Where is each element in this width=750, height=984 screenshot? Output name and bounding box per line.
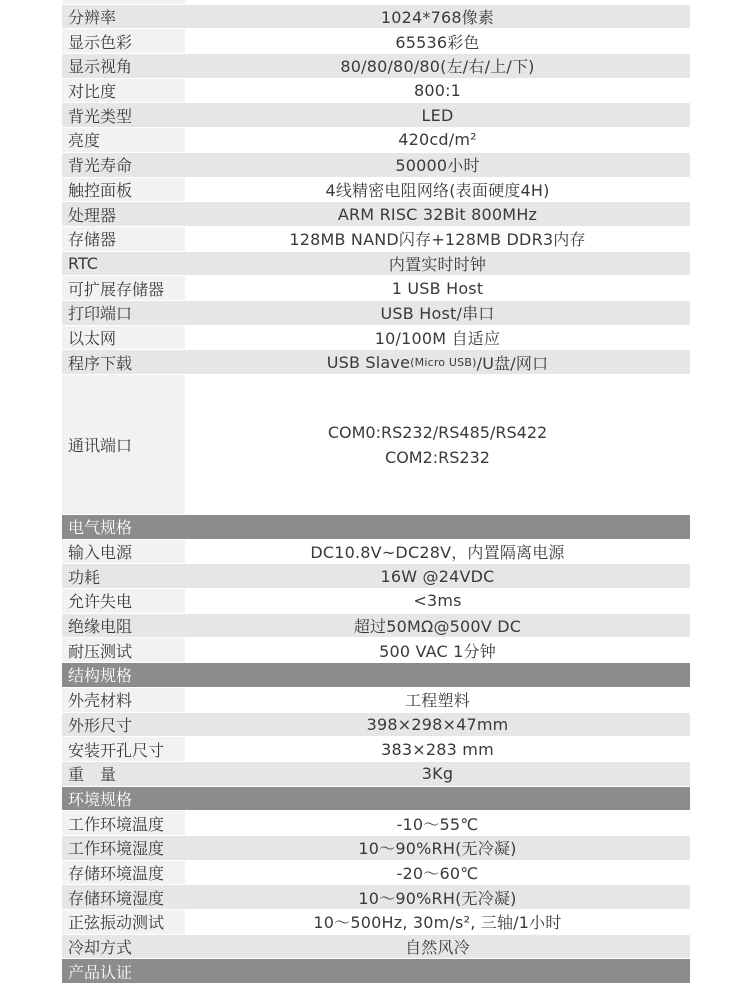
spec-value: LED [185, 103, 690, 127]
spec-row [62, 227, 690, 252]
spec-row-comm [62, 375, 690, 515]
spec-key: 分辨率 [62, 5, 185, 29]
spec-value: 500 VAC 1分钟 [185, 638, 690, 662]
spec-value: 800:1 [185, 79, 690, 103]
spec-row [62, 811, 690, 836]
spec-value: 50000小时 [185, 153, 690, 177]
spec-key: 背光类型 [62, 103, 185, 127]
spec-value: 16W @24VDC [185, 564, 690, 588]
spec-row [62, 688, 690, 713]
spec-row [62, 29, 690, 54]
spec-row [62, 326, 690, 351]
spec-key: 触控面板 [62, 178, 185, 202]
spec-row-download [62, 350, 690, 375]
download-small: (Micro USB) [410, 355, 477, 369]
section-certification: 产品认证 [62, 959, 690, 984]
spec-value: 80/80/80/80(左/右/上/下) [185, 54, 690, 78]
environment-rows [62, 811, 690, 959]
spec-row [62, 589, 690, 614]
spec-key: 冷却方式 [62, 935, 185, 959]
spec-key: 对比度 [62, 79, 185, 103]
spec-key: 正弦振动测试 [62, 910, 185, 934]
spec-key: 亮度 [62, 128, 185, 152]
spec-key: 外形尺寸 [62, 713, 185, 737]
spec-value: 工程塑料 [185, 688, 690, 712]
spec-row [62, 762, 690, 787]
download-main: USB Slave [326, 352, 411, 372]
spec-row [62, 178, 690, 203]
spec-key: 耐压测试 [62, 638, 185, 662]
spec-value: 10～90%RH(无冷凝) [185, 885, 690, 909]
spec-value: 3Kg [185, 762, 690, 786]
spec-key: 重 量 [62, 762, 185, 786]
spec-value: 10～500Hz, 30m/s², 三轴/1小时 [185, 910, 690, 934]
structure-rows [62, 688, 690, 787]
spec-row [62, 252, 690, 277]
spec-value: DC10.8V~DC28V，内置隔离电源 [185, 540, 690, 564]
spec-value: 1 USB Host [185, 276, 690, 300]
section-electrical: 电气规格 [62, 515, 690, 540]
spec-value: 420cd/m² [185, 128, 690, 152]
spec-value: -10～55℃ [185, 811, 690, 835]
spec-key: 显示视角 [62, 54, 185, 78]
spec-value: 自然风冷 [185, 935, 690, 959]
spec-row [62, 540, 690, 565]
spec-value: 383×283 mm [185, 737, 690, 761]
spec-key: 存储环境湿度 [62, 885, 185, 909]
spec-row [62, 836, 690, 861]
spec-key: 安装开孔尺寸 [62, 737, 185, 761]
spec-value: 1024*768像素 [185, 5, 690, 29]
spec-row [62, 638, 690, 663]
spec-key: 外壳材料 [62, 688, 185, 712]
spec-row [62, 276, 690, 301]
spec-key: 存储环境温度 [62, 861, 185, 885]
spec-value: -20～60℃ [185, 861, 690, 885]
spec-row [62, 202, 690, 227]
download-tail: /U盘/网口 [476, 353, 549, 373]
spec-value: 内置实时时钟 [185, 252, 690, 276]
spec-row [62, 103, 690, 128]
section-environment: 环境规格 [62, 787, 690, 812]
spec-value: 10/100M 自适应 [185, 326, 690, 350]
spec-value [185, 375, 690, 514]
display-spec-rows [62, 0, 690, 350]
spec-row [62, 564, 690, 589]
spec-row [62, 737, 690, 762]
spec-row [62, 614, 690, 639]
spec-row [62, 861, 690, 886]
electrical-rows [62, 540, 690, 663]
section-structure: 结构规格 [62, 663, 690, 688]
spec-value: 398×298×47mm [185, 713, 690, 737]
spec-row [62, 5, 690, 30]
spec-key: 工作环境湿度 [62, 836, 185, 860]
spec-row [62, 128, 690, 153]
spec-row [62, 713, 690, 738]
spec-key [62, 0, 185, 4]
spec-row [62, 153, 690, 178]
spec-key: 功耗 [62, 564, 185, 588]
spec-sheet [62, 0, 690, 984]
spec-row [62, 885, 690, 910]
spec-key: 工作环境温度 [62, 811, 185, 835]
spec-row [62, 54, 690, 79]
spec-key: 可扩展存储器 [62, 276, 185, 300]
spec-key: 以太网 [62, 326, 185, 350]
spec-key: 打印端口 [62, 301, 185, 325]
spec-key: 背光寿命 [62, 153, 185, 177]
spec-row [62, 79, 690, 104]
spec-key: RTC [62, 252, 185, 276]
spec-key: 绝缘电阻 [62, 614, 185, 638]
spec-value [185, 0, 690, 4]
spec-key: 通讯端口 [62, 375, 185, 514]
spec-key: 存储器 [62, 227, 185, 251]
spec-value: 4线精密电阻网络(表面硬度4H) [185, 178, 690, 202]
spec-value [185, 350, 690, 374]
spec-value: 65536彩色 [185, 29, 690, 53]
spec-value: 128MB NAND闪存+128MB DDR3内存 [185, 227, 690, 251]
spec-row [62, 301, 690, 326]
spec-key: 程序下载 [62, 350, 185, 374]
spec-key: 输入电源 [62, 540, 185, 564]
spec-value: USB Host/串口 [185, 301, 690, 325]
spec-row [62, 910, 690, 935]
spec-value: 10～90%RH(无冷凝) [185, 836, 690, 860]
spec-value: 超过50MΩ@500V DC [185, 614, 690, 638]
spec-value: <3ms [185, 589, 690, 613]
spec-row [62, 935, 690, 960]
spec-key: 处理器 [62, 202, 185, 226]
spec-value: ARM RISC 32Bit 800MHz [185, 202, 690, 226]
comm-line-1: COM0:RS232/RS485/RS422 [327, 422, 548, 442]
comm-line-2: COM2:RS232 [385, 447, 490, 467]
spec-key: 显示色彩 [62, 29, 185, 53]
spec-key: 允许失电 [62, 589, 185, 613]
